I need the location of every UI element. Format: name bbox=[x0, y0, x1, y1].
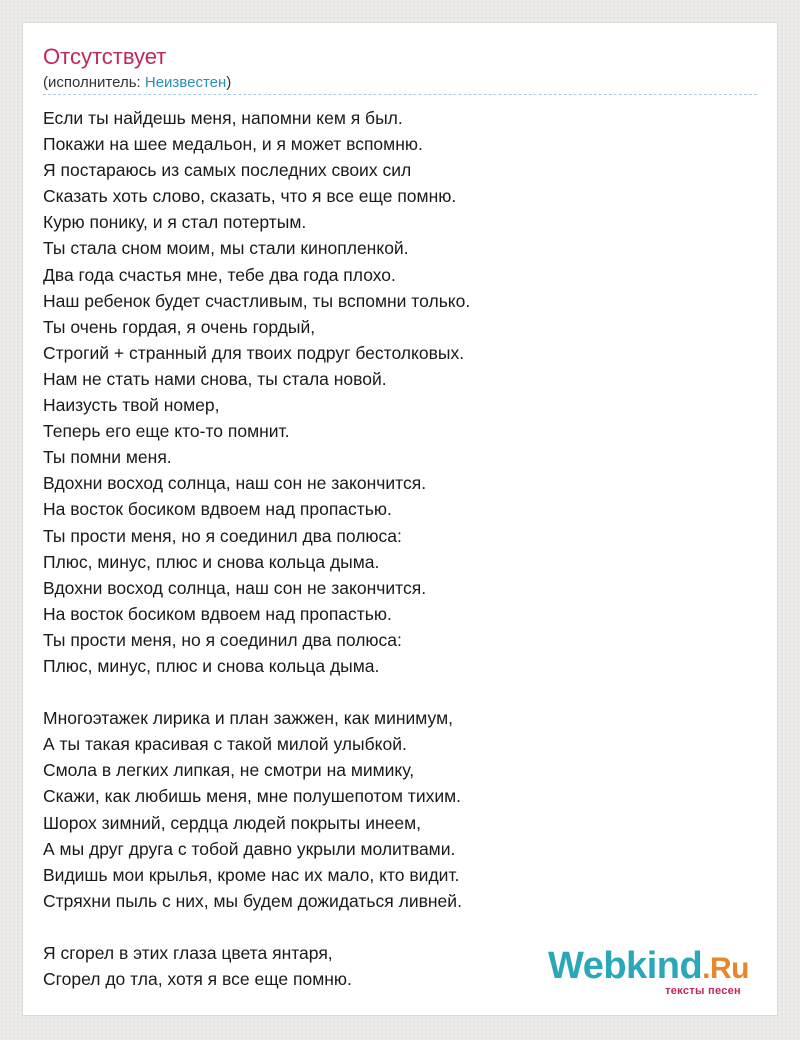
lyric-line: Видишь мои крылья, кроме нас их мало, кто видит. bbox=[43, 864, 460, 885]
lyric-line: Я постараюсь из самых последних своих сил bbox=[43, 160, 412, 181]
lyric-line: Плюс, минус, плюс и снова кольца дыма. bbox=[43, 655, 380, 676]
lyric-line: Наизусть твой номер, bbox=[43, 395, 220, 416]
lyric-line: Теперь его еще кто-то помнит. bbox=[43, 421, 290, 442]
logo-tagline: тексты песен bbox=[665, 985, 741, 997]
lyric-line: Ты стала сном моим, мы стали кинопленкой. bbox=[43, 238, 409, 259]
lyric-line: Если ты найдешь меня, напомни кем я был. bbox=[43, 108, 403, 128]
stanza-gap bbox=[43, 914, 753, 940]
lyric-line: Ты прости меня, но я соединил два полюса: bbox=[43, 525, 402, 546]
stanza-2 bbox=[43, 705, 753, 914]
lyrics-text bbox=[43, 105, 753, 992]
song-title: Отсутствует bbox=[43, 44, 167, 69]
lyric-line: Строгий + странный для твоих подруг бестолковых. bbox=[43, 342, 465, 363]
logo-wordmark bbox=[548, 946, 749, 989]
lyric-line: Сказать хоть слово, сказать, что я все еще помню. bbox=[43, 186, 457, 207]
lyric-line: На восток босиком вдвоем над пропастью. bbox=[43, 499, 392, 520]
lyric-line: А ты такая красивая с такой милой улыбкой. bbox=[43, 734, 407, 755]
lyric-line: Шорох зимний, сердца людей покрыты инеем, bbox=[43, 812, 422, 833]
title-divider bbox=[43, 94, 757, 95]
lyric-line: Курю понику, и я стал потертым. bbox=[43, 212, 307, 233]
lyric-line: Ты прости меня, но я соединил два полюса: bbox=[43, 629, 402, 650]
lyric-line: Наш ребенок будет счастливым, ты вспомни только. bbox=[43, 290, 471, 311]
lyric-line: Стряхни пыль с них, мы будем дожидаться ливней. bbox=[43, 890, 462, 911]
lyric-line: Ты помни меня. bbox=[43, 447, 172, 468]
webkind-logo[interactable] bbox=[548, 946, 749, 997]
lyric-line: Многоэтажек лирика и план зажжен, как минимум, bbox=[43, 708, 453, 729]
lyric-line: Два года счастья мне, тебе два года плохо. bbox=[43, 264, 396, 285]
artist-line bbox=[43, 73, 231, 93]
lyric-line: Сгорел до тла, хотя я все еще помню. bbox=[43, 969, 352, 990]
artist-suffix: ) bbox=[226, 74, 232, 91]
artist-link[interactable]: Неизвестен bbox=[144, 74, 227, 91]
stanza-gap bbox=[43, 679, 753, 705]
lyric-line: Плюс, минус, плюс и снова кольца дыма. bbox=[43, 551, 380, 572]
lyric-line: А мы друг друга с тобой давно укрыли молитвами. bbox=[43, 838, 456, 859]
lyric-line: Скажи, как любишь меня, мне полушепотом тихим. bbox=[43, 786, 462, 807]
lyrics-card bbox=[22, 22, 778, 1016]
lyric-line: Я сгорел в этих глаза цвета янтаря, bbox=[43, 943, 333, 963]
lyric-line: Покажи на шее медальон, и я может вспомню. bbox=[43, 134, 423, 155]
stanza-1 bbox=[43, 105, 753, 679]
lyric-line: Вдохни восход солнца, наш сон не закончится. bbox=[43, 577, 427, 598]
lyric-line: Ты очень гордая, я очень гордый, bbox=[43, 316, 316, 337]
logo-name: Webkind bbox=[548, 945, 703, 987]
lyric-line: Нам не стать нами снова, ты стала новой. bbox=[43, 368, 387, 389]
logo-tld: .Ru bbox=[702, 952, 749, 985]
lyric-line: На восток босиком вдвоем над пропастью. bbox=[43, 603, 392, 624]
artist-prefix: (исполнитель: bbox=[43, 74, 145, 91]
lyric-line: Смола в легких липкая, не смотри на мимику, bbox=[43, 760, 415, 781]
lyric-line: Вдохни восход солнца, наш сон не закончится. bbox=[43, 473, 427, 494]
